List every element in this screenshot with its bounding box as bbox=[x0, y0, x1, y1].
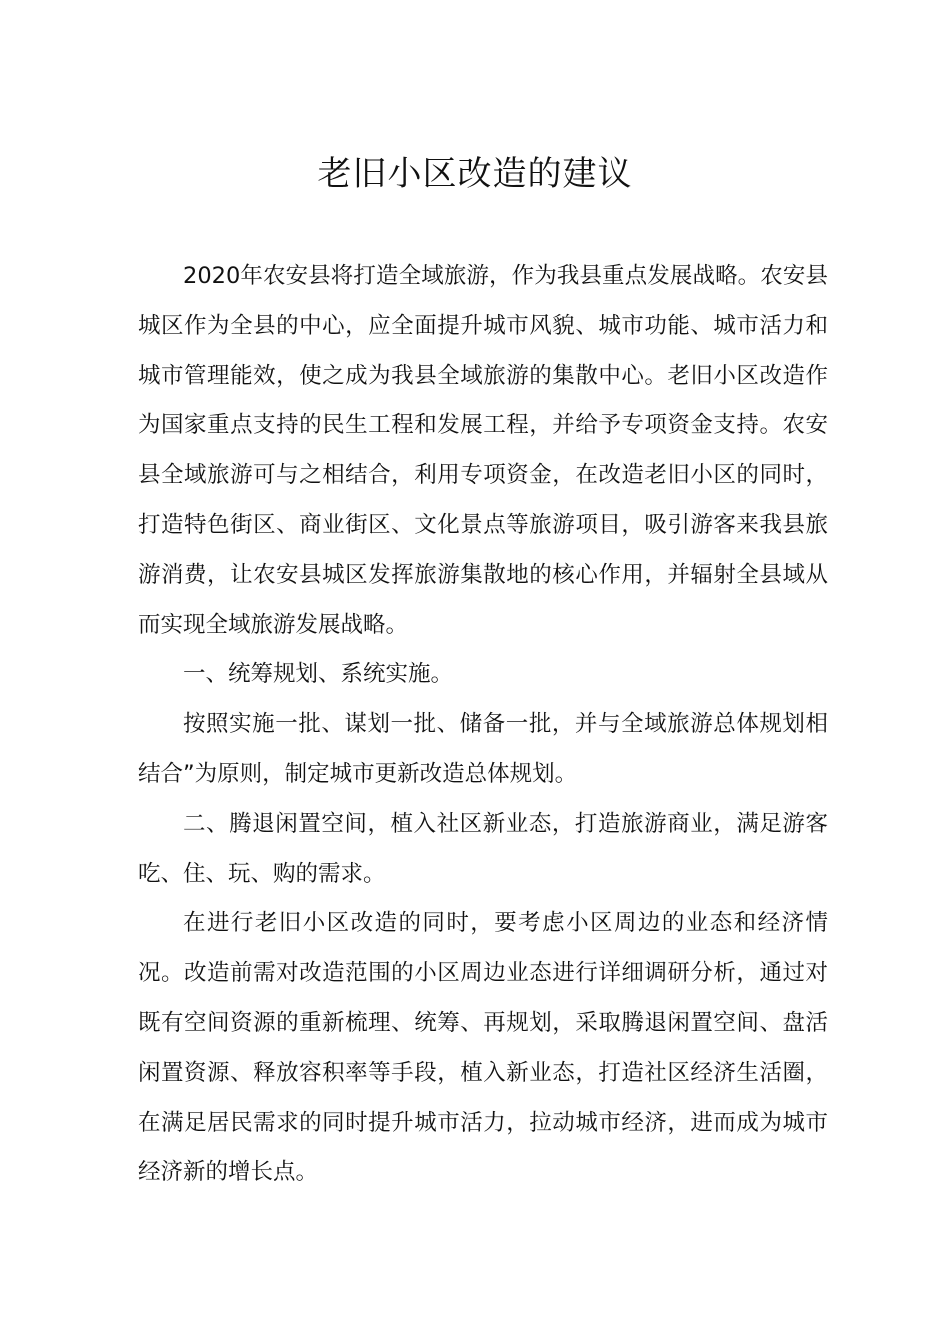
document-body bbox=[138, 252, 828, 1198]
section-heading-2: 二、腾退闲置空间，植入社区新业态，打造旅游商业，满足游客吃、住、玩、购的需求。 bbox=[138, 810, 828, 887]
section-heading-1: 一、统筹规划、系统实施。 bbox=[183, 661, 454, 688]
paragraph-section-2: 在进行老旧小区改造的同时，要考虑小区周边的业态和经济情况。改造前需对改造范围的小区周边业态进行详细调研分析，通过对既有空间资源的重新梳理、统筹、再规划，采取腾退闲置空间、盘活闲置资源、释放容积率等手段，植入新业态，打造社区经济生活圈，在满足居民需求的同时提升城市活力，拉动城市经济，进而成为城市经济新的增长点。 bbox=[138, 910, 828, 1186]
paragraph-section-1: 按照实施一批、谋划一批、储备一批，并与全域旅游总体规划相结合”为原则，制定城市更新改造总体规划。 bbox=[138, 711, 828, 787]
document-title: 老旧小区改造的建议 bbox=[317, 154, 633, 194]
paragraph-intro: 2020年农安县将打造全域旅游，作为我县重点发展战略。农安县城区作为全县的中心，应全面提升城市风貌、城市功能、城市活力和城市管理能效，使之成为我县全域旅游的集散中心。老旧小区改造作为国家重点支持的民生工程和发展工程，并给予专项资金支持。农安县全域旅游可与之相结合，利用专项资金，在改造老旧小区的同时，打造特色街区、商业街区、文化景点等旅游项目，吸引游客来我县旅游消费，让农安县城区发挥旅游集散地的核心作用，并辐射全县域从而实现全域旅游发展战略。 bbox=[138, 263, 828, 638]
